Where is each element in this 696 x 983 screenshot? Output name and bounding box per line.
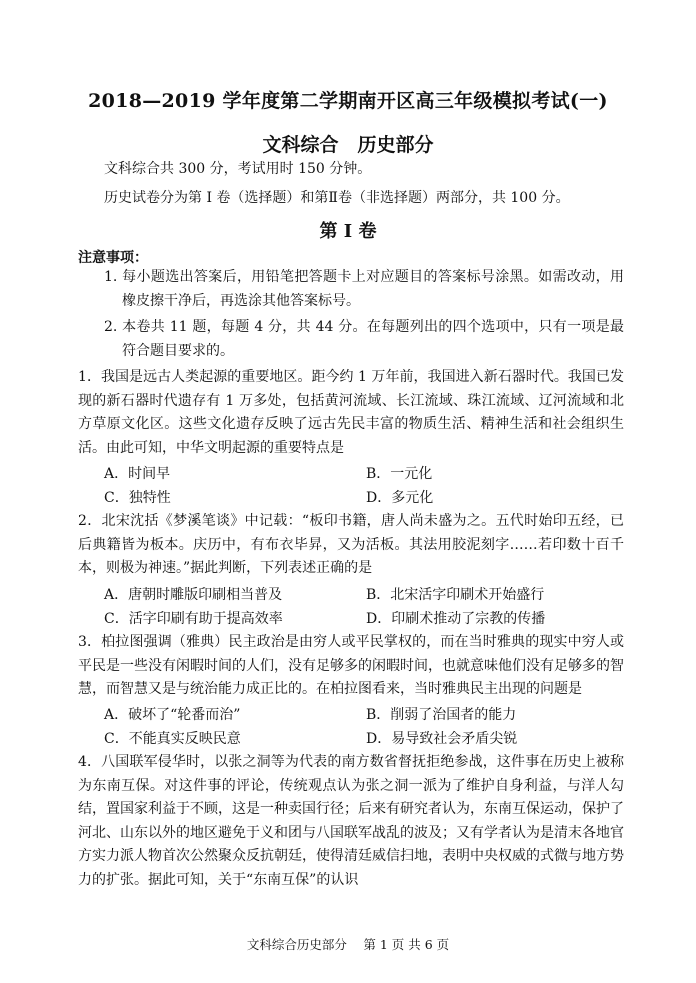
page-title: 2018—2019 学年度第二学期南开区高三年级模拟考试(一) <box>88 90 608 112</box>
question-2-stem: 2．北宋沈括《梦溪笔谈》中记载：“板印书籍，唐人尚未盛为之。五代时始印五经，已后典籍皆为板本。庆历中，有布衣毕昇，又为活板。其法用胶泥刻字……若印数十百千本，则极为神速。”据此判断，下列表述正确的是 <box>78 513 624 577</box>
notice-item-1 <box>104 266 624 313</box>
section-title: 第 I 卷 <box>319 221 377 242</box>
notice-heading: 注意事项： <box>78 250 148 266</box>
q2-option-b: B．北宋活字印刷术开始盛行 <box>366 587 545 603</box>
question-3-stem: 3．柏拉图强调（雅典）民主政治是由穷人或平民掌权的，而在当时雅典的现实中穷人或平民是一些没有闲暇时间的人们，没有足够多的闲暇时间，也就意味他们没有足够多的智慧，而智慧又是与统治能力成正比的。在柏拉图看来，当时雅典民主出现的问题是 <box>78 634 624 698</box>
notice-item-2 <box>104 316 624 363</box>
intro-line-1: 文科综合共 300 分，考试用时 150 分钟。 <box>104 161 372 177</box>
q3-option-a: A．破坏了“轮番而治” <box>104 707 241 723</box>
q1-option-b: B．一元化 <box>366 466 433 482</box>
q3-option-b: B．削弱了治国者的能力 <box>366 707 517 723</box>
q2-option-d: D．印刷术推动了宗教的传播 <box>366 611 546 627</box>
question-1-stem: 1．我国是远古人类起源的重要地区。距今约 1 万年前，我国进入新石器时代。我国已发现的新石器时代遗存有 1 万多处，包括黄河流域、长江流域、珠江流域、辽河流域和北方草原文化区。这些文化遗存反映了远古先民丰富的物质生活、精神生活和社会组织生活。由此可知，中华文明起源的重要特点是 <box>78 369 624 456</box>
q3-option-c: C．不能真实反映民意 <box>104 731 241 747</box>
question-4-stem: 4．八国联军侵华时，以张之洞等为代表的南方数省督抚拒绝参战，这件事在历史上被称为东南互保。对这件事的评论，传统观点认为张之洞一派为了维护自身利益，与洋人勾结，置国家利益于不顾，这是一种卖国行径；后来有研究者认为，东南互保运动，保护了河北、山东以外的地区避免于义和团与八国联军战乱的波及；又有学者认为是清末各地官方实力派人物首次公然聚众反抗朝廷，使得清廷威信扫地，表明中央权威的式微与地方势力的扩张。据此可知，关于“东南互保”的认识 <box>78 754 624 888</box>
q3-option-d: D．易导致社会矛盾尖锐 <box>366 731 518 747</box>
notice-item-2-text: 2. 本卷共 11 题，每题 4 分，共 44 分。在每题列出的四个选项中，只有一项是最符合题目要求的。 <box>104 319 624 359</box>
page-footer: 文科综合历史部分 第 1 页 共 6 页 <box>246 937 450 952</box>
q1-option-a: A．时间早 <box>104 466 171 482</box>
page-subtitle: 文科综合 历史部分 <box>262 134 434 156</box>
intro-line-2: 历史试卷分为第 I 卷（选择题）和第Ⅱ卷（非选择题）两部分，共 100 分。 <box>104 190 570 206</box>
q1-option-d: D．多元化 <box>366 490 434 506</box>
q2-option-a: A．唐朝时雕版印刷相当普及 <box>104 587 283 603</box>
q2-option-c: C．活字印刷有助于提高效率 <box>104 611 283 627</box>
notice-item-1-text: 1. 每小题选出答案后，用铅笔把答题卡上对应题目的答案标号涂黑。如需改动，用橡皮擦干净后，再选涂其他答案标号。 <box>104 269 624 309</box>
q1-option-c: C．独特性 <box>104 490 171 506</box>
